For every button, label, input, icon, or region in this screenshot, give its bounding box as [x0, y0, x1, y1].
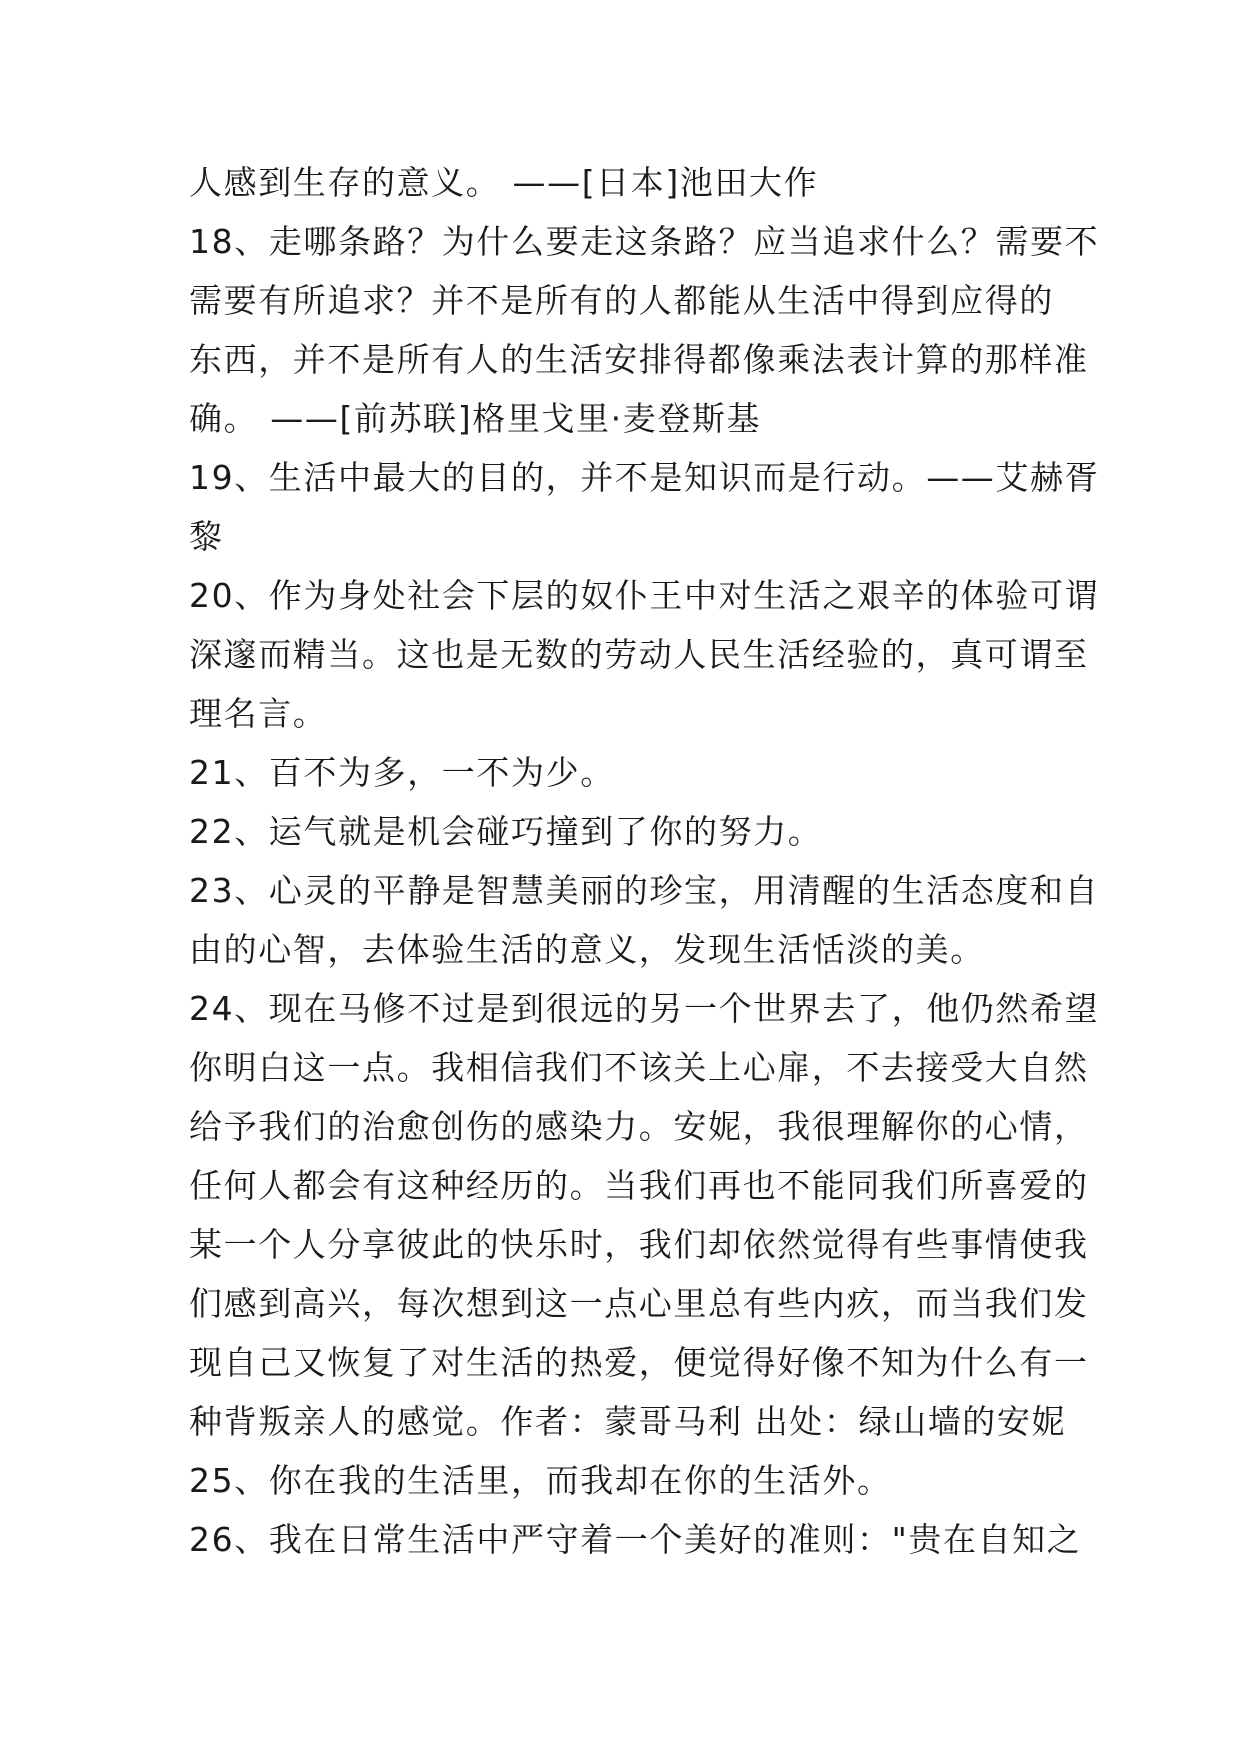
text-line: 给予我们的治愈创伤的感染力。安妮，我很理解你的心情， [189, 1107, 1089, 1146]
text-line: 任何人都会有这种经历的。当我们再也不能同我们所喜爱的 [189, 1166, 1089, 1205]
text-line: 确。 ——[前苏联]格里戈里·麦登斯基 [189, 399, 762, 438]
text-line: 现自己又恢复了对生活的热爱，便觉得好像不知为什么有一 [189, 1343, 1089, 1382]
document-body [189, 153, 1100, 1569]
text-line: 需要有所追求？并不是所有的人都能从生活中得到应得的 [189, 281, 1054, 320]
text-line: 黎 [189, 517, 224, 556]
text-line: 21、百不为多，一不为少。 [189, 753, 615, 792]
text-line: 深邃而精当。这也是无数的劳动人民生活经验的，真可谓至 [189, 635, 1089, 674]
text-line: 某一个人分享彼此的快乐时，我们却依然觉得有些事情使我 [189, 1225, 1089, 1264]
text-line: 种背叛亲人的感觉。作者：蒙哥马利 出处：绿山墙的安妮 [189, 1402, 1067, 1441]
text-line: 们感到高兴，每次想到这一点心里总有些内疚，而当我们发 [189, 1284, 1089, 1323]
text-line: 24、现在马修不过是到很远的另一个世界去了，他仍然希望 [189, 989, 1100, 1028]
text-line: 20、作为身处社会下层的奴仆王中对生活之艰辛的体验可谓 [189, 576, 1100, 615]
text-line: 东西，并不是所有人的生活安排得都像乘法表计算的那样准 [189, 340, 1089, 379]
text-line: 理名言。 [189, 694, 328, 733]
text-line: 你明白这一点。我相信我们不该关上心扉，不去接受大自然 [189, 1048, 1089, 1087]
text-line: 26、我在日常生活中严守着一个美好的准则："贵在自知之 [189, 1520, 1082, 1559]
text-line: 22、运气就是机会碰巧撞到了你的努力。 [189, 812, 823, 851]
text-line: 19、生活中最大的目的，并不是知识而是行动。——艾赫胥 [189, 458, 1100, 497]
text-line: 由的心智，去体验生活的意义，发现生活恬淡的美。 [189, 930, 985, 969]
text-line: 25、你在我的生活里，而我却在你的生活外。 [189, 1461, 892, 1500]
text-line: 人感到生存的意义。 ——[日本]池田大作 [189, 163, 819, 202]
text-line: 18、走哪条路？为什么要走这条路？应当追求什么？需要不 [189, 222, 1100, 261]
text-line: 23、心灵的平静是智慧美丽的珍宝，用清醒的生活态度和自 [189, 871, 1100, 910]
